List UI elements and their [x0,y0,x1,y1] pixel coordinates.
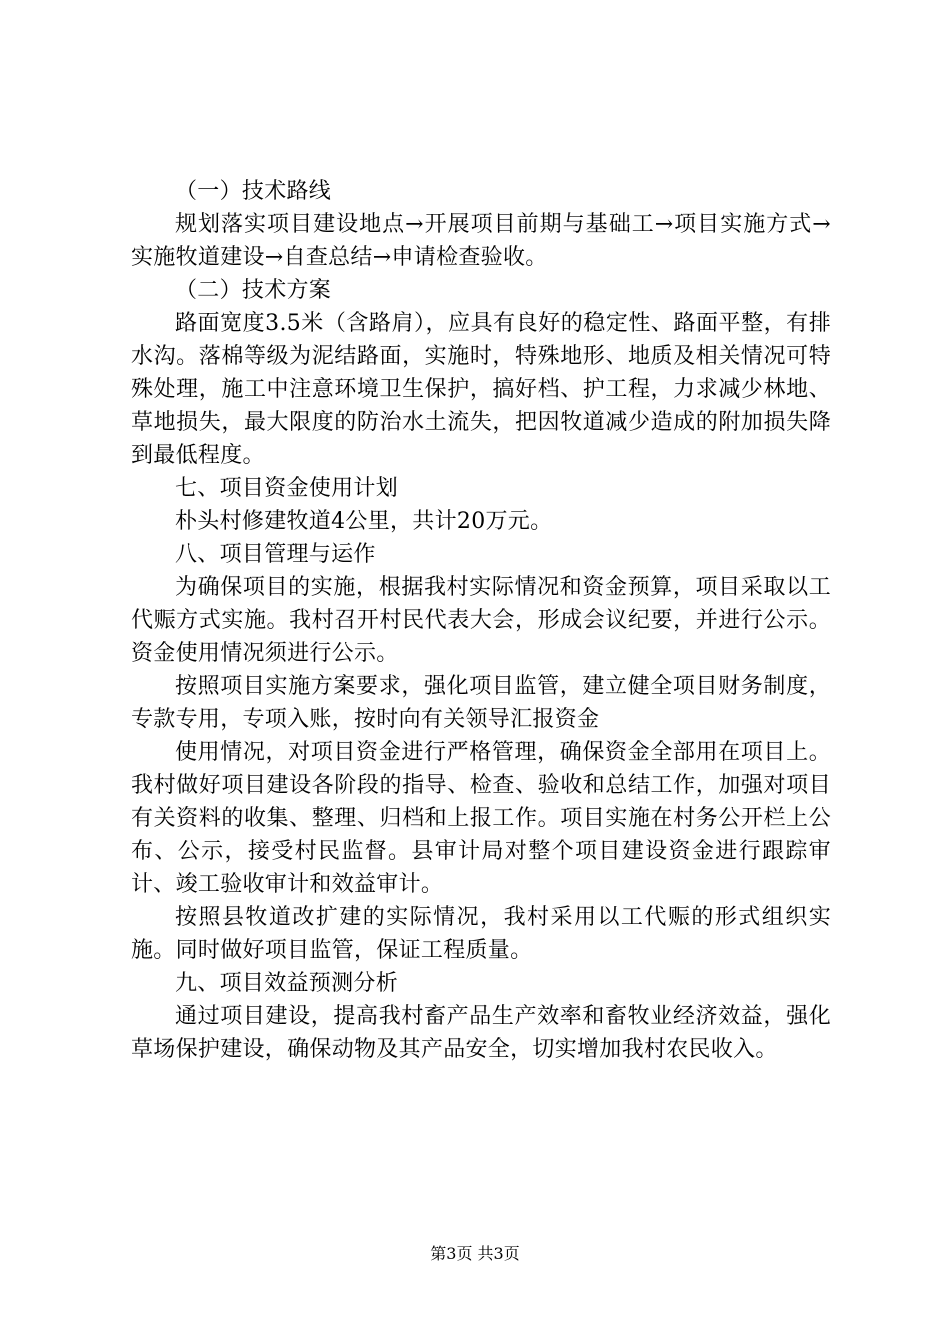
section-heading-tech-plan: （二）技术方案 [175,278,332,303]
document-body [131,175,831,1066]
paragraph-fund-plan: 朴头村修建牧道4公里，共计20万元。 [175,509,553,534]
page-number-footer: 第3页 共3页 [430,1244,520,1263]
paragraph-benefit: 通过项目建设，提高我村畜产品生产效率和畜牧业经济效益，强化草场保护建设，确保动物及其产品安全，切实增加我村农民收入。 [131,1004,831,1062]
paragraph-tech-route: 规划落实项目建设地点→开展项目前期与基础工→项目实施方式→实施牧道建设→自查总结→申请检查验收。 [131,212,831,270]
section-heading-benefit: 九、项目效益预测分析 [175,971,399,996]
paragraph-management-3: 使用情况，对项目资金进行严格管理，确保资金全部用在项目上。我村做好项目建设各阶段的指导、检查、验收和总结工作，加强对项目有关资料的收集、整理、归档和上报工作。项目实施在村务公开栏上公布、公示，接受村民监督。县审计局对整个项目建设资金进行跟踪审计、竣工验收审计和效益审计。 [131,740,831,897]
section-heading-fund-plan: 七、项目资金使用计划 [175,476,399,501]
paragraph-management-4: 按照县牧道改扩建的实际情况，我村采用以工代赈的形式组织实施。同时做好项目监管，保证工程质量。 [131,905,831,963]
paragraph-management-2: 按照项目实施方案要求，强化项目监管，建立健全项目财务制度，专款专用，专项入账，按时向有关领导汇报资金 [131,674,831,732]
paragraph-management-1: 为确保项目的实施，根据我村实际情况和资金预算，项目采取以工代赈方式实施。我村召开村民代表大会，形成会议纪要，并进行公示。资金使用情况须进行公示。 [131,575,831,666]
section-heading-tech-route: （一）技术路线 [175,179,332,204]
section-heading-management: 八、项目管理与运作 [175,542,376,567]
paragraph-tech-plan: 路面宽度3.5米（含路肩），应具有良好的稳定性、路面平整，有排水沟。落棉等级为泥结路面，实施时，特殊地形、地质及相关情况可特殊处理，施工中注意环境卫生保护，搞好档、护工程，力求减少林地、草地损失，最大限度的防治水土流失，把因牧道减少造成的附加损失降到最低程度。 [131,311,831,468]
